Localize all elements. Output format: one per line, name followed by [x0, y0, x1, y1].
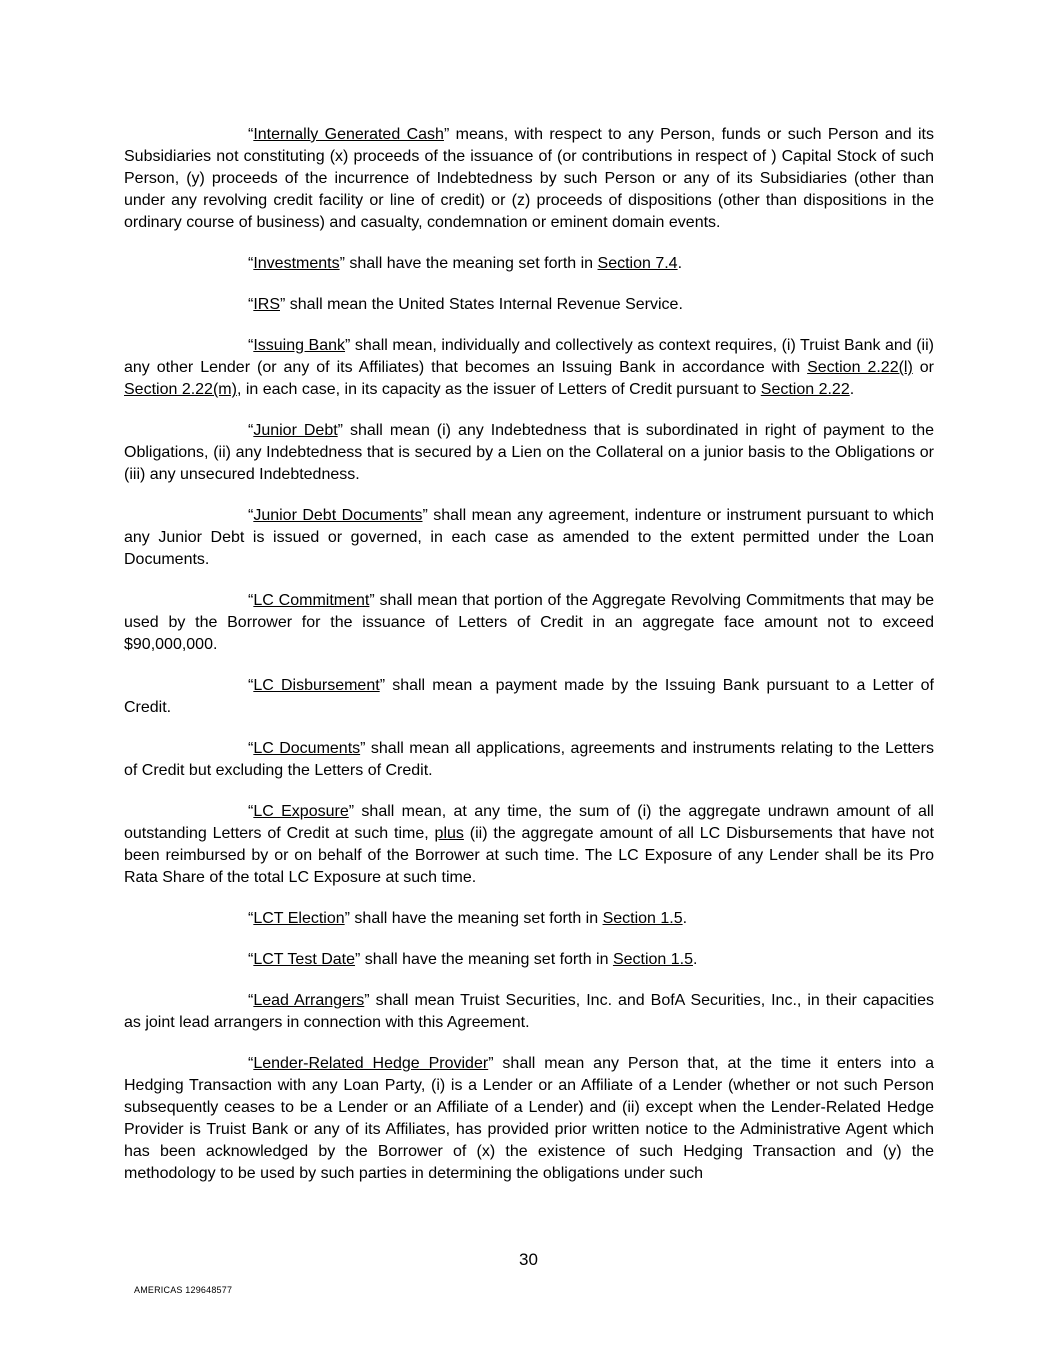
paragraph-text: ” shall mean a payment made by the Issuing Bank pursuant to a Letter of Credit. [124, 677, 934, 716]
paragraph-text: ” shall mean that portion of the Aggregate Revolving Commitments that may be used by the Borrower for the issuance of Letters of Credit in an aggregate face amount not to exceed $90,000,000. [124, 592, 934, 653]
definition-paragraph [124, 675, 934, 719]
paragraph-text: ” shall have the meaning set forth in [344, 910, 603, 927]
paragraph-text: ” shall have the meaning set forth in [355, 951, 613, 968]
paragraph-text: “ [248, 677, 254, 694]
section-reference: plus [434, 825, 464, 842]
defined-term: Investments [253, 255, 340, 272]
paragraph-text: ” shall mean, individually and collectively as context requires, (i) Truist Bank and (ii) any other Lender (or any of its Affiliates) that becomes an Issuing Bank in accordance with [124, 337, 934, 376]
paragraph-text: “ [248, 592, 254, 609]
section-reference: Section 2.22 [760, 381, 850, 398]
paragraph-text: “ [248, 992, 254, 1009]
paragraph-text: . [693, 951, 698, 968]
paragraph-text: ” shall mean any Person that, at the time it enters into a Hedging Transaction with any Loan Party, (i) is a Lender or an Affiliate of a Lender (whether or not such Person subsequently ceases to be a Lender or an Affiliate of a Lender) and (ii) except when the Lender-Related Hedge Provider is Truist Bank or any of its Affiliates, has provided prior written notice to the Administrative Agent which has been acknowledged by the Borrower of (x) the existence of such Hedging Transaction and (y) the methodology to be used by such parties in determining the obligations under such [124, 1055, 935, 1182]
defined-term: IRS [253, 296, 280, 313]
paragraph-text: . [682, 910, 688, 927]
definitions-body [124, 124, 934, 1204]
definition-paragraph [124, 253, 934, 275]
definition-paragraph [124, 590, 934, 656]
paragraph-text: “ [248, 951, 254, 968]
definition-paragraph [124, 1053, 934, 1185]
section-reference: Section 1.5 [612, 951, 693, 968]
definition-paragraph [124, 420, 934, 486]
definition-paragraph [124, 801, 934, 889]
paragraph-text: , in each case, in its capacity as the issuer of Letters of Credit pursuant to [236, 381, 761, 398]
section-reference: Section 2.22(m) [124, 381, 237, 398]
paragraph-text: “ [248, 126, 254, 143]
definition-paragraph [124, 124, 934, 234]
paragraph-text: or [912, 359, 934, 376]
defined-term: LCT Election [253, 910, 345, 927]
defined-term: Issuing Bank [253, 337, 346, 354]
paragraph-text: . [849, 381, 855, 398]
definition-paragraph [124, 505, 934, 571]
section-reference: Section 2.22(l) [807, 359, 913, 376]
page-number: 30 [519, 1250, 538, 1269]
paragraph-text: . [677, 255, 683, 272]
paragraph-text: “ [248, 803, 254, 820]
defined-term: LCT Test Date [253, 951, 356, 968]
definition-paragraph [124, 738, 934, 782]
defined-term: Junior Debt Documents [253, 507, 423, 524]
section-reference: Section 7.4 [597, 255, 678, 272]
paragraph-text: ” shall mean Truist Securities, Inc. and BofA Securities, Inc., in their capacities as joint lead arrangers in connection with this Agreement. [124, 992, 934, 1031]
paragraph-text: “ [248, 740, 254, 757]
defined-term: LC Exposure [253, 803, 349, 820]
definition-paragraph [124, 294, 934, 316]
paragraph-text: ” shall mean any agreement, indenture or instrument pursuant to which any Junior Debt is issued or governed, in each case as amended to the extent permitted under the Loan Documents. [124, 507, 934, 568]
definition-paragraph [124, 990, 934, 1034]
defined-term: LC Disbursement [253, 677, 380, 694]
paragraph-text: ” shall have the meaning set forth in [339, 255, 598, 272]
definition-paragraph [124, 949, 934, 971]
definition-paragraph [124, 335, 934, 401]
section-reference: Section 1.5 [602, 910, 683, 927]
paragraph-text: ” means, with respect to any Person, funds or such Person and its Subsidiaries not constituting (x) proceeds of the issuance of (or contributions in respect of ) Capital Stock of such Person, (y) proceeds of the incurrence of Indebtedness by such Person or any of its Subsidiaries (other than under any revolving credit facility or line of credit) or (z) proceeds of dispositions (other than dispositions in the ordinary course of business) and casualty, condemnation or eminent domain events. [124, 126, 934, 231]
paragraph-text: ” shall mean, at any time, the sum of (i) the aggregate undrawn amount of all outstanding Letters of Credit at such time, [124, 803, 934, 842]
paragraph-text: ” shall mean (i) any Indebtedness that is subordinated in right of payment to the Obligations, (ii) any Indebtedness that is secured by a Lien on the Collateral on a junior basis to the Obligations or (iii) any unsecured Indebtedness. [124, 422, 934, 483]
paragraph-text: “ [248, 910, 254, 927]
defined-term: Junior Debt [253, 422, 338, 439]
defined-term: LC Commitment [253, 592, 370, 609]
paragraph-text: “ [248, 337, 254, 354]
defined-term: LC Documents [253, 740, 361, 757]
paragraph-text: ” shall mean the United States Internal Revenue Service. [280, 296, 683, 313]
document-id: AMERICAS 129648577 [134, 1285, 233, 1295]
paragraph-text: “ [248, 422, 254, 439]
defined-term: Lead Arrangers [253, 992, 365, 1009]
paragraph-text: “ [248, 1055, 254, 1072]
paragraph-text: (ii) the aggregate amount of all LC Disbursements that have not been reimbursed by or on behalf of the Borrower at such time. The LC Exposure of any Lender shall be its Pro Rata Share of the total LC Exposure at such time. [124, 825, 934, 886]
paragraph-text: “ [248, 296, 254, 313]
defined-term: Lender-Related Hedge Provider [253, 1055, 489, 1072]
paragraph-text: “ [248, 255, 254, 272]
definition-paragraph [124, 908, 934, 930]
paragraph-text: “ [248, 507, 254, 524]
defined-term: Internally Generated Cash [253, 126, 444, 143]
paragraph-text: ” shall mean all applications, agreements and instruments relating to the Letters of Credit but excluding the Letters of Credit. [124, 740, 934, 779]
